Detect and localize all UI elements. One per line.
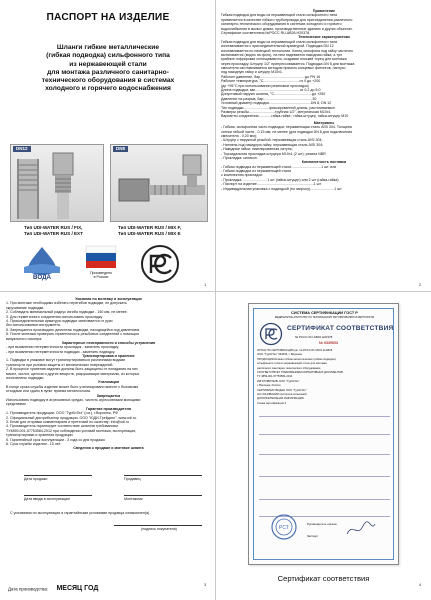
installer-label: Монтажник bbox=[124, 497, 143, 501]
text-line: - Индивидуальная упаковка с подводкой (по запросу)........................1 шт bbox=[221, 186, 342, 191]
text-line: 1. Подводки в упаковке могут транспортироваться различными видами bbox=[6, 358, 126, 363]
page-number: 4 bbox=[419, 582, 422, 587]
made-in-russia bbox=[80, 246, 122, 288]
specifications-text bbox=[221, 9, 427, 271]
text-line: 3. Для герметичного соединения использовать прокладку. bbox=[6, 314, 103, 319]
agreement-text: С условиями по эксплуатации и гарантийными условиями продавца ознакомлен(а) bbox=[10, 511, 150, 515]
text-line: Размеры резьбы..........................трубная 1/2", метрическая М10х1 bbox=[221, 109, 331, 114]
text-line: - Паспорт на изделие.........................................................1 шт bbox=[221, 182, 322, 187]
text-line: вытягивается (видно на фото), на нем надевается накидная гайка, а трн bbox=[221, 52, 343, 57]
section-heading: Характерные неисправности и способы устранения bbox=[61, 340, 156, 345]
signature-icon bbox=[345, 518, 377, 542]
certificate-image bbox=[248, 303, 399, 565]
text-line: крайние гофрировки сплющиваются, создавая плоский торец для монтажа bbox=[221, 57, 347, 62]
text-line: применяется в качестве гибкого трубопровода для присоединения различного bbox=[221, 17, 353, 22]
text-line: - Тороидальная прокладка штуцера М10х1 (2 шт): резина NBR bbox=[221, 151, 326, 156]
text-line: под накидную гайку и штуцер М10х1. bbox=[221, 70, 283, 75]
section-heading: Технические характеристики bbox=[298, 35, 350, 40]
flag-text-line: Произведено bbox=[89, 271, 113, 275]
text-line: транспортировки и хранения продукции. bbox=[6, 433, 74, 438]
text-line: без использования инструмента. bbox=[6, 323, 61, 328]
text-line: Давление на разрыв, бар.................................................30 bbox=[221, 96, 317, 101]
text-line: Рабочее температура, °С....................................от 0 до +200 bbox=[221, 79, 321, 84]
cert-sign-head: Руководитель органа bbox=[307, 522, 337, 526]
text-line: Использовать подводку в агрессивных средах, чистить агрессивными моющими bbox=[6, 397, 141, 402]
text-line: масел, кислот, щелочи и других веществ, разрушающих материалы, из которых bbox=[6, 371, 140, 376]
made-in-russia-text bbox=[80, 271, 122, 280]
customer-signature-label: (подпись покупателя) bbox=[141, 527, 177, 531]
text-line: стенки гибкой части - 0,15 мм, не менее (для подводки DN 8 для подключения bbox=[221, 129, 353, 134]
text-line: (до +95°С при использовании резиновых прокладок) bbox=[221, 83, 309, 88]
text-line: средствами. bbox=[6, 402, 27, 407]
pct-seal-icon bbox=[259, 322, 283, 346]
caption-dn12 bbox=[24, 225, 119, 237]
page-2-specifications bbox=[216, 0, 431, 291]
stamp-icon bbox=[271, 514, 297, 540]
page-number: 1 bbox=[204, 282, 207, 287]
text-line: - Накидные гайки: никелированная латунь; bbox=[221, 147, 293, 152]
caption-line: Тип UDI-WATER RUS / MIX E bbox=[118, 231, 181, 236]
hose-dn8-icon bbox=[111, 145, 209, 223]
cert-text-line: ДОПОЛНИТЕЛЬНАЯ ИНФОРМАЦИЯ bbox=[257, 397, 304, 401]
text-line: - Гибкая подводка из нержавеющей стали..............................1 шт. или bbox=[221, 164, 337, 169]
text-line: 6. После монтажа проверить герметичность резьбовых соединений с помощью bbox=[6, 332, 140, 337]
section-heading: Указания по монтажу и эксплуатации bbox=[75, 297, 142, 301]
cert-text-line: различного санитарно-технического оборудования bbox=[257, 366, 321, 370]
text-line: 2. Соблюдать минимальный радиус изгиба подводки - 150 мм, не менее. bbox=[6, 310, 128, 315]
sale-date-label: Дата продажи bbox=[24, 477, 48, 481]
text-line: отходами или сдано в пункт приема металлолома. bbox=[6, 389, 91, 394]
hose-photo-dn8 bbox=[110, 144, 208, 222]
text-line: Варианты соединения.............гайка-гайка ; гайка-штуцер, гайка-штуцер М10 bbox=[221, 114, 349, 119]
section-heading: Утилизация bbox=[98, 380, 119, 385]
subtitle-line: Шланги гибкие металлические bbox=[56, 44, 160, 51]
page-4-certificate bbox=[216, 292, 431, 600]
text-line: 2. Официальный дистрибьютор продукции: ООО "ЮДИ-Трейдинг", www.udi.ru. bbox=[6, 415, 138, 420]
text-line: Тип подводки..........................фиксированной длины, растягиваемые bbox=[221, 105, 335, 110]
production-date-label: Дата производства: bbox=[8, 586, 49, 592]
text-line: 1. Производитель продукции: ООО "ТурбоТех" (г.м.), г.Воронеж, РФ bbox=[6, 411, 118, 416]
flag-text-line: в России bbox=[93, 275, 109, 280]
text-line: изготавливается с присоединительной арматурой. Подводка DN 12 bbox=[221, 44, 334, 49]
text-line: - Штуцер с наружной резьбой: нержавеющая сталь AISI 304; bbox=[221, 138, 323, 143]
cert-text-line: сильфонного типа из нержавеющей стали для монтажа bbox=[257, 362, 327, 366]
sale-info-form bbox=[10, 470, 204, 560]
cert-text-line: ООО "ТурбоТех" 394033, г. Воронеж bbox=[257, 353, 302, 357]
caption-line: Тип UDI-WATER RUS / EXT bbox=[24, 231, 83, 236]
text-line: - Прокладка: силикон bbox=[221, 155, 257, 160]
text-line: - Гибкая, сильфонная часть подводки: нержавеющая сталь AISI 304. Толщина bbox=[221, 125, 352, 130]
hose-photo-dn12 bbox=[10, 144, 104, 222]
text-line: изготовлены подводки. bbox=[6, 376, 45, 381]
section-heading: Гарантия производителя bbox=[86, 406, 131, 411]
text-line: Условный диаметр подводки..........................................DN 8, DN 12 bbox=[221, 101, 332, 106]
hose-dn12-icon bbox=[11, 145, 105, 223]
text-line: изготавливается по немецкой технологии. Конец сильфона под гайку частично bbox=[221, 48, 353, 53]
month-year: МЕСЯЦ ГОД bbox=[56, 585, 99, 593]
cert-text-line: ОРГАН ПО СЕРТИФИКАЦИИ рег. № РОСС RU.0001.11АВ26 bbox=[257, 349, 333, 352]
text-line: В конце срока службы изделие может быть утилизировано вместе с бытовыми bbox=[6, 384, 139, 389]
text-line: смесителя - 0,20 мм); bbox=[221, 133, 257, 138]
subtitle-line: технического оборудования в системах bbox=[41, 77, 175, 85]
section-heading: Транспортировка и хранение bbox=[82, 354, 135, 359]
instructions-text bbox=[6, 297, 211, 467]
text-line: визуального осмотра. bbox=[6, 336, 43, 341]
text-line: 2. В процессе хранения изделия должны быть защищены от попадания на них bbox=[6, 367, 138, 372]
water-logo-text: ВОДА bbox=[33, 274, 51, 281]
installer-field[interactable] bbox=[124, 490, 204, 502]
text-line: Рабочее давление, бар.............................................до PN 16 bbox=[221, 74, 321, 79]
text-line: смесителя изготавливается методом прямого концевых фитингов, наглухо bbox=[221, 66, 346, 71]
text-line: водоснабжения в жилых домах, производственных зданиях и других объектах. bbox=[221, 26, 353, 31]
product-subtitle bbox=[8, 44, 208, 94]
text-line: ТУ4859-001-57753584-2012 при соблюдении условий монтажа, эксплуатации, bbox=[6, 428, 137, 433]
text-line: - Гибкая подводка из нержавеющей стали bbox=[221, 169, 292, 174]
water-logo bbox=[20, 245, 64, 283]
cert-sign-expert: Эксперт bbox=[307, 534, 319, 538]
text-line: 3. Email для отправки комментариев и претензий по качеству: info@udi.ru bbox=[6, 419, 130, 424]
install-date-label: Дата ввода в эксплуатацию bbox=[24, 497, 70, 501]
text-line: - при выявлении негерметичности прокладок - заменить прокладку; bbox=[6, 345, 120, 350]
section-heading: Запрещается bbox=[96, 393, 121, 398]
text-line: Допустимый наружн шланга, °С......................................до +250 bbox=[221, 92, 326, 97]
text-line: Гибкая подводка для воды из нержавеющей стали сильфонного типа bbox=[221, 39, 338, 44]
dn8-label: DN8 bbox=[113, 146, 128, 152]
page-3-instructions bbox=[0, 292, 215, 600]
dn12-label: DN12 bbox=[13, 146, 31, 152]
text-line: 4. Производитель гарантирует соответствие шлангов требованиям bbox=[6, 424, 118, 429]
text-line: 6. Срок службы изделия - 15 лет. bbox=[6, 441, 61, 446]
text-line: 5. Запрещается производить демонтаж подводки, находящейся под давлением. bbox=[6, 327, 141, 332]
sale-date-field[interactable] bbox=[24, 470, 94, 482]
subtitle-line: холодного и горячего водоснабжения bbox=[45, 85, 171, 93]
cert-text-line: Схема сертификации 3 bbox=[257, 401, 287, 405]
install-date-field[interactable] bbox=[24, 490, 94, 502]
text-line: Гибкая подводка для воды из нержавеющей стали сильфонного типа bbox=[221, 13, 338, 18]
caption-line: Тип UDI-WATER RUS / FIX, bbox=[24, 225, 83, 230]
text-line: через прокладку. Штуцер 1/2" припрессовывается. Подводка DN 8 для монтажа bbox=[221, 61, 355, 66]
passport-title: ПАСПОРТ НА ИЗДЕЛИЕ bbox=[46, 12, 170, 23]
section-heading: Комплектность поставки bbox=[301, 160, 347, 165]
production-date bbox=[8, 580, 188, 592]
cert-body bbox=[257, 349, 392, 406]
cert-text-line: НА ОСНОВАНИИ протокола испытаний bbox=[257, 392, 307, 396]
text-line: с комплектом прокладок: bbox=[221, 173, 263, 178]
text-line: 4. Присоединительная арматура подводки затягивается от руки bbox=[6, 318, 113, 323]
cert-text-line: ИЗГОТОВИТЕЛЬ ООО "ТурбоТех" bbox=[257, 379, 300, 383]
water-drop-icon bbox=[20, 245, 64, 275]
subtitle-line: для монтажа различного санитарно- bbox=[47, 68, 169, 76]
subtitle-line: из нержавеющей стали bbox=[69, 60, 147, 68]
caption-dn8 bbox=[118, 225, 213, 237]
section-heading: Применение bbox=[312, 9, 336, 13]
page-number: 2 bbox=[419, 282, 422, 287]
cert-number: № РОСС RU.АВ26.Н20378 bbox=[295, 335, 333, 339]
cert-title: СЕРТИФИКАТ СООТВЕТСТВИЯ bbox=[287, 325, 394, 332]
page-1-cover bbox=[0, 0, 215, 291]
cert-agency: ФЕДЕРАЛЬНОЕ АГЕНТСТВО ПО ТЕХНИЧЕСКОМУ РЕГУЛИРОВАНИЮ И МЕТРОЛОГИИ bbox=[274, 316, 375, 319]
page-number: 3 bbox=[204, 582, 207, 587]
seller-label: Продавец bbox=[124, 477, 141, 481]
text-line: санитарно-технического оборудования в системах холодного и горячего bbox=[221, 22, 342, 27]
pct-mark-icon bbox=[140, 244, 180, 284]
cert-serial: № 0339003 bbox=[319, 341, 338, 345]
section-heading: Материалы bbox=[313, 120, 335, 125]
text-line: транспорта при условии защиты от механических повреждений. bbox=[6, 362, 114, 367]
customer-signature-field[interactable] bbox=[114, 520, 204, 532]
cert-text-line: г. Воронеж, Россия bbox=[257, 384, 281, 388]
caption-line: Тип UDI-WATER RUS / MIX F, bbox=[118, 225, 182, 230]
cert-text-line: СООТВЕТСТВУЕТ ТРЕБОВАНИЯМ НОРМАТИВНЫХ ДОКУМЕНТОВ bbox=[257, 370, 343, 374]
text-line: - Ниппель под накидную гайку: нержавеющая сталь AISI 304; bbox=[221, 142, 324, 147]
text-line: Сертификат соответствия №РОСС RU.АВ26.Н20378. bbox=[221, 30, 311, 35]
cert-system: СИСТЕМА СЕРТИФИКАЦИИ ГОСТ Р bbox=[291, 311, 358, 315]
russian-flag-icon bbox=[86, 246, 116, 268]
cert-text-line: СЕРТИФИКАТ ВЫДАН ООО "ТурбоТех" bbox=[257, 388, 307, 392]
section-heading: Сведения о продаже и монтаже шланга bbox=[73, 446, 144, 451]
text-line: 1. При монтаже необходимо избегать перегибов подводки, не допускать bbox=[6, 301, 127, 306]
text-line: Длина подводки, мм.............................................от 0,2 до 5,0 bbox=[221, 88, 321, 93]
text-line: скручивание подводки. bbox=[6, 305, 45, 310]
subtitle-line: (гибкая подводка) сильфонного типа bbox=[46, 52, 170, 60]
text-line: - Прокладка..........................1 шт (гайка-штуцер) или 2 шт (гайка-гайка) bbox=[221, 177, 339, 182]
text-line: 5. Гарантийный срок эксплуатации - 3 года со дня продажи. bbox=[6, 437, 106, 442]
text-line: - при выявлении негерметичности подводки - заменить подводку. bbox=[6, 349, 116, 354]
cert-text-line: ПРОДУКЦИЯ Шланги гибкие металлические (гибкая подводка) bbox=[257, 357, 336, 361]
certificate-caption: Сертификат соответствия bbox=[277, 574, 370, 583]
seller-field[interactable] bbox=[124, 470, 204, 482]
cert-text-line: ТУ 4859-001-57753584-2012 bbox=[257, 375, 293, 379]
pct-certification-mark bbox=[140, 244, 180, 284]
svg-text:PCT: PCT bbox=[279, 525, 289, 531]
